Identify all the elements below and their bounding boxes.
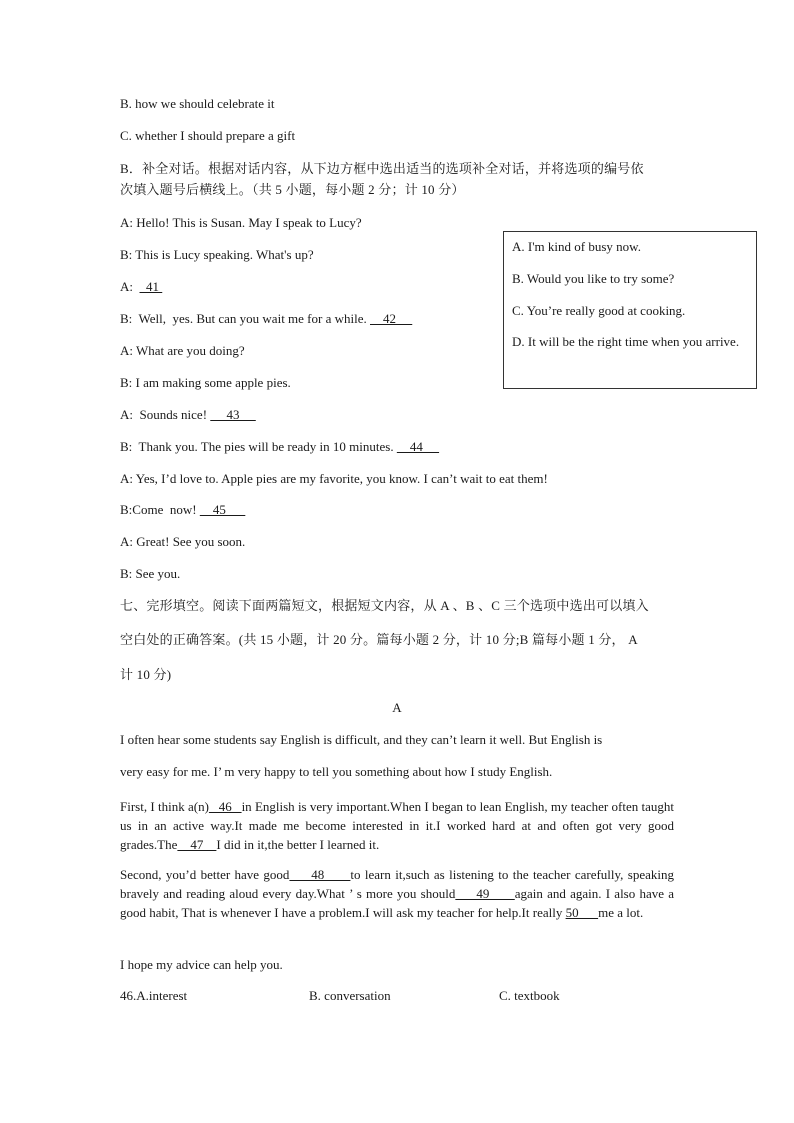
option-d: D. It will be the right time when you arrive. [512, 334, 740, 349]
dialogue-line: A: 41 [120, 279, 163, 294]
section-seven-line3: 计 10 分) [120, 667, 172, 682]
blank-41: 41 [139, 279, 163, 294]
blank-48: 48 [289, 867, 351, 882]
option-c: C. You’re really good at cooking. [512, 303, 686, 318]
dialogue-line: B: I am making some apple pies. [120, 375, 291, 390]
option-a: A. I'm kind of busy now. [512, 239, 641, 254]
blank-50: 50 [565, 905, 599, 920]
option-b-prev: B. how we should celebrate it [120, 96, 275, 111]
passage-p1-line1: I often hear some students say English is difficult, and they can’t learn it well. But English is [120, 732, 603, 747]
option-c-prev: C. whether I should prepare a gift [120, 128, 296, 143]
dialogue-line: B: Thank you. The pies will be ready in 10 minutes. 44 [120, 439, 440, 454]
blank-43: 43 [210, 407, 256, 422]
dialogue-line: A: What are you doing? [120, 343, 245, 358]
blank-45: 45 [199, 502, 246, 517]
dialogue-line: B: This is Lucy speaking. What's up? [120, 247, 314, 262]
option-b: B. Would you like to try some? [512, 271, 675, 286]
section-b-instruction-line1: B．补全对话。根据对话内容，从下边方框中选出适当的选项补全对话，并将选项的编号依 [120, 161, 644, 176]
dialogue-line: A: Yes, I’d love to. Apple pies are my favorite, you know. I can’t wait to eat them! [120, 471, 548, 486]
q46-option-b: B. conversation [309, 988, 391, 1003]
options-box [503, 231, 757, 389]
blank-49: 49 [455, 886, 515, 901]
section-seven-line2: 空白处的正确答案。(共 15 小题，计 20 分。篇每小题 2 分，计 10 分;B 篇每小题 1 分， A [120, 632, 638, 647]
dialogue-line: B: Well, yes. But can you wait me for a while. 42 [120, 311, 413, 326]
blank-44: 44 [396, 439, 440, 454]
passage-title: A [392, 700, 402, 715]
passage-paragraph-4: I hope my advice can help you. [120, 957, 283, 972]
section-seven-line1: 七、完形填空。阅读下面两篇短文，根据短文内容，从 A 、B 、C 三个选项中选出可以填入 [120, 598, 649, 613]
dialogue-line: A: Great! See you soon. [120, 534, 246, 549]
dialogue-line: A: Sounds nice! 43 [120, 407, 256, 422]
dialogue-line: A: Hello! This is Susan. May I speak to Lucy? [120, 215, 362, 230]
q46-option-c: C. textbook [499, 988, 560, 1003]
blank-46: 46 [208, 799, 242, 814]
dialogue-line: B:Come now! 45 [120, 502, 246, 517]
q46-option-a: 46.A.interest [120, 988, 188, 1003]
blank-47: 47 [177, 837, 217, 852]
dialogue-line: B: See you. [120, 566, 181, 581]
passage-paragraph-2: First, I think a(n) 46 in English is very important.When I began to lean English, my teacher often taught us in an active way.It made me become interested in it.I worked hard at and often got very good grades.The 47 I did in it,the better I learned it. [120, 799, 675, 852]
section-b-instruction-line2: 次填入题号后横线上。（共 5 小题，每小题 2 分；计 10 分） [120, 182, 465, 197]
passage-paragraph-3: Second, you’d better have good 48 to learn it,such as listening to the teacher carefully, speaking bravely and reading aloud every day.What ’ s more you should 49 again and again. I also have a good habit, That is whenever I have a problem.I will ask my teacher for help.It really 50 me a lot. [120, 867, 675, 920]
blank-42: 42 [370, 311, 413, 326]
passage-p1-line2: very easy for me. I’ m very happy to tell you something about how I study English. [120, 764, 553, 779]
